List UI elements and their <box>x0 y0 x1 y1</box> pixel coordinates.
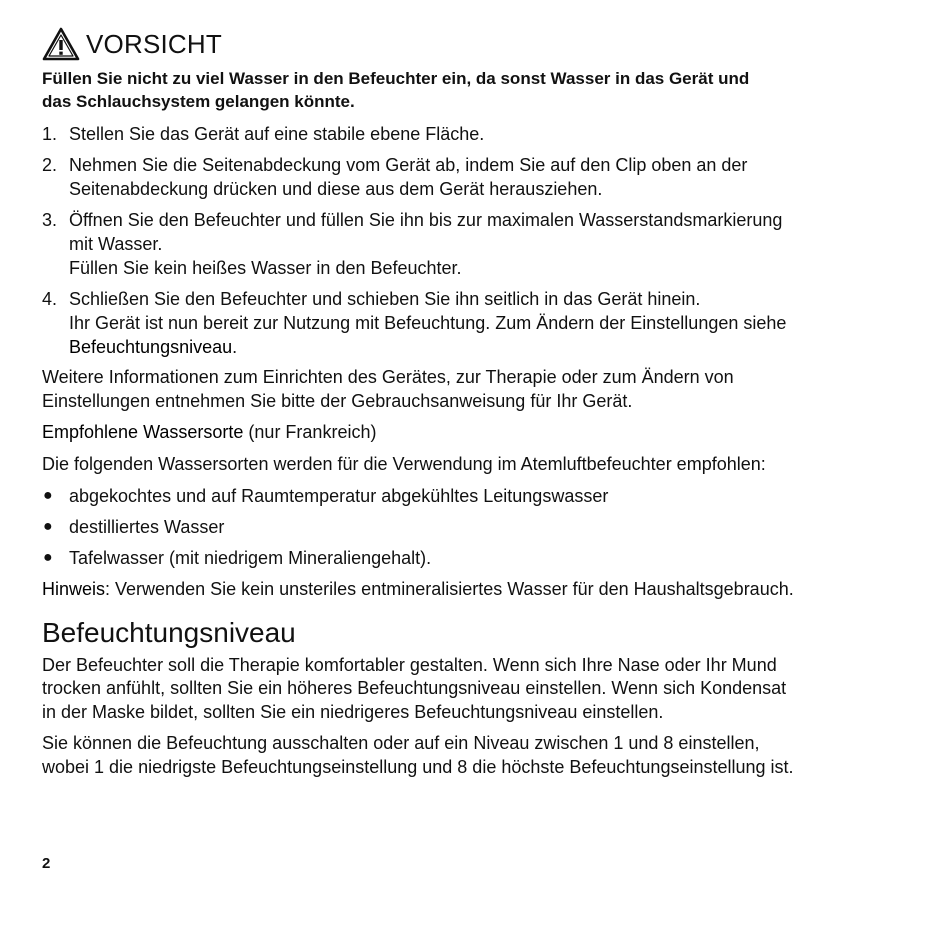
caution-heading <box>42 27 922 61</box>
bullet-icon: ● <box>43 518 53 535</box>
step-item-4 <box>42 287 922 359</box>
step-text-with-link <box>69 335 922 359</box>
step-item-3 <box>42 208 922 280</box>
bullet-icon: ● <box>43 549 53 566</box>
step-text: Stellen Sie das Gerät auf eine stabile ebene Fläche. <box>69 124 485 144</box>
water-type-heading <box>42 421 922 445</box>
note-paragraph <box>42 578 922 602</box>
step-number: 3. <box>42 210 58 230</box>
caution-text-line-1: Füllen Sie nicht zu viel Wasser in den Befeuchter ein, da sonst Wasser in das Gerät und <box>42 69 750 88</box>
humidity-level-link[interactable]: Befeuchtungsniveau <box>69 337 233 357</box>
document-page <box>42 27 922 787</box>
note-text: : Verwenden Sie kein unsteriles entmineralisiertes Wasser für den Haushaltsgebrauch. <box>105 579 794 599</box>
page-number: 2 <box>42 855 51 872</box>
humidity-p2-line-2: wobei 1 die niedrigste Befeuchtungseinstellung und 8 die höchste Befeuchtungseinstellung ist. <box>42 756 794 777</box>
step-item-2 <box>42 153 922 201</box>
water-type-intro: Die folgenden Wassersorten werden für die Verwendung im Atemluftbefeuchter empfohlen: <box>42 453 766 474</box>
step-text: Schließen Sie den Befeuchter und schieben Sie ihn seitlich in das Gerät hinein. <box>69 289 701 309</box>
step-number: 2. <box>42 155 58 175</box>
link-suffix: . <box>232 337 238 357</box>
water-type-heading-strong: Empfohlene Wassersorte <box>42 422 244 442</box>
water-type-list <box>42 484 922 570</box>
list-item-text: destilliertes Wasser <box>69 517 225 537</box>
humidity-p2-line-1: Sie können die Befeuchtung ausschalten oder auf ein Niveau zwischen 1 und 8 einstellen, <box>42 733 760 753</box>
more-info-line-1: Weitere Informationen zum Einrichten des Gerätes, zur Therapie oder zum Ändern von <box>42 367 734 387</box>
step-item-1 <box>42 122 922 146</box>
note-label: Hinweis <box>42 579 106 599</box>
step-text: mit Wasser. <box>69 234 163 254</box>
list-item <box>42 484 922 508</box>
step-number: 4. <box>42 289 58 309</box>
list-item-text: abgekochtes und auf Raumtemperatur abgekühltes Leitungswasser <box>69 486 609 506</box>
water-type-heading-rest: (nur Frankreich) <box>243 422 377 442</box>
more-info-paragraph <box>42 366 922 413</box>
humidity-paragraph-2 <box>42 732 922 779</box>
step-text: Öffnen Sie den Befeuchter und füllen Sie ihn bis zur maximalen Wasserstandsmarkierung <box>69 210 783 230</box>
list-item <box>42 546 922 570</box>
humidity-paragraph-1 <box>42 654 922 725</box>
step-text: Füllen Sie kein heißes Wasser in den Befeuchter. <box>69 258 462 278</box>
list-item-text: Tafelwasser (mit niedrigem Mineraliengehalt). <box>69 548 432 568</box>
bullet-icon: ● <box>43 487 53 504</box>
humidity-p1-line-3: in der Maske bildet, sollten Sie ein niedrigeres Befeuchtungsniveau einstellen. <box>42 701 664 722</box>
step-text: Ihr Gerät ist nun bereit zur Nutzung mit Befeuchtung. Zum Ändern der Einstellungen siehe <box>69 313 787 333</box>
step-text: Nehmen Sie die Seitenabdeckung vom Gerät ab, indem Sie auf den Clip oben an der <box>69 155 748 175</box>
section-title-humidity-level: Befeuchtungsniveau <box>42 616 296 648</box>
caution-title: VORSICHT <box>86 29 222 59</box>
humidity-p1-line-1: Der Befeuchter soll die Therapie komfortabler gestalten. Wenn sich Ihre Nase oder Ihr Mund <box>42 654 777 675</box>
step-text: Seitenabdeckung drücken und diese aus dem Gerät herausziehen. <box>69 179 603 199</box>
caution-text <box>42 67 922 113</box>
setup-steps-list <box>42 122 922 359</box>
list-item <box>42 515 922 539</box>
warning-triangle-icon <box>42 27 80 61</box>
humidity-p1-line-2: trocken anfühlt, sollten Sie ein höheres Befeuchtungsniveau einstellen. Wenn sich Kondensat <box>42 678 787 698</box>
more-info-line-2: Einstellungen entnehmen Sie bitte der Gebrauchsanweisung für Ihr Gerät. <box>42 390 633 411</box>
caution-text-line-2: das Schlauchsystem gelangen könnte. <box>42 92 355 111</box>
step-number: 1. <box>42 124 58 144</box>
